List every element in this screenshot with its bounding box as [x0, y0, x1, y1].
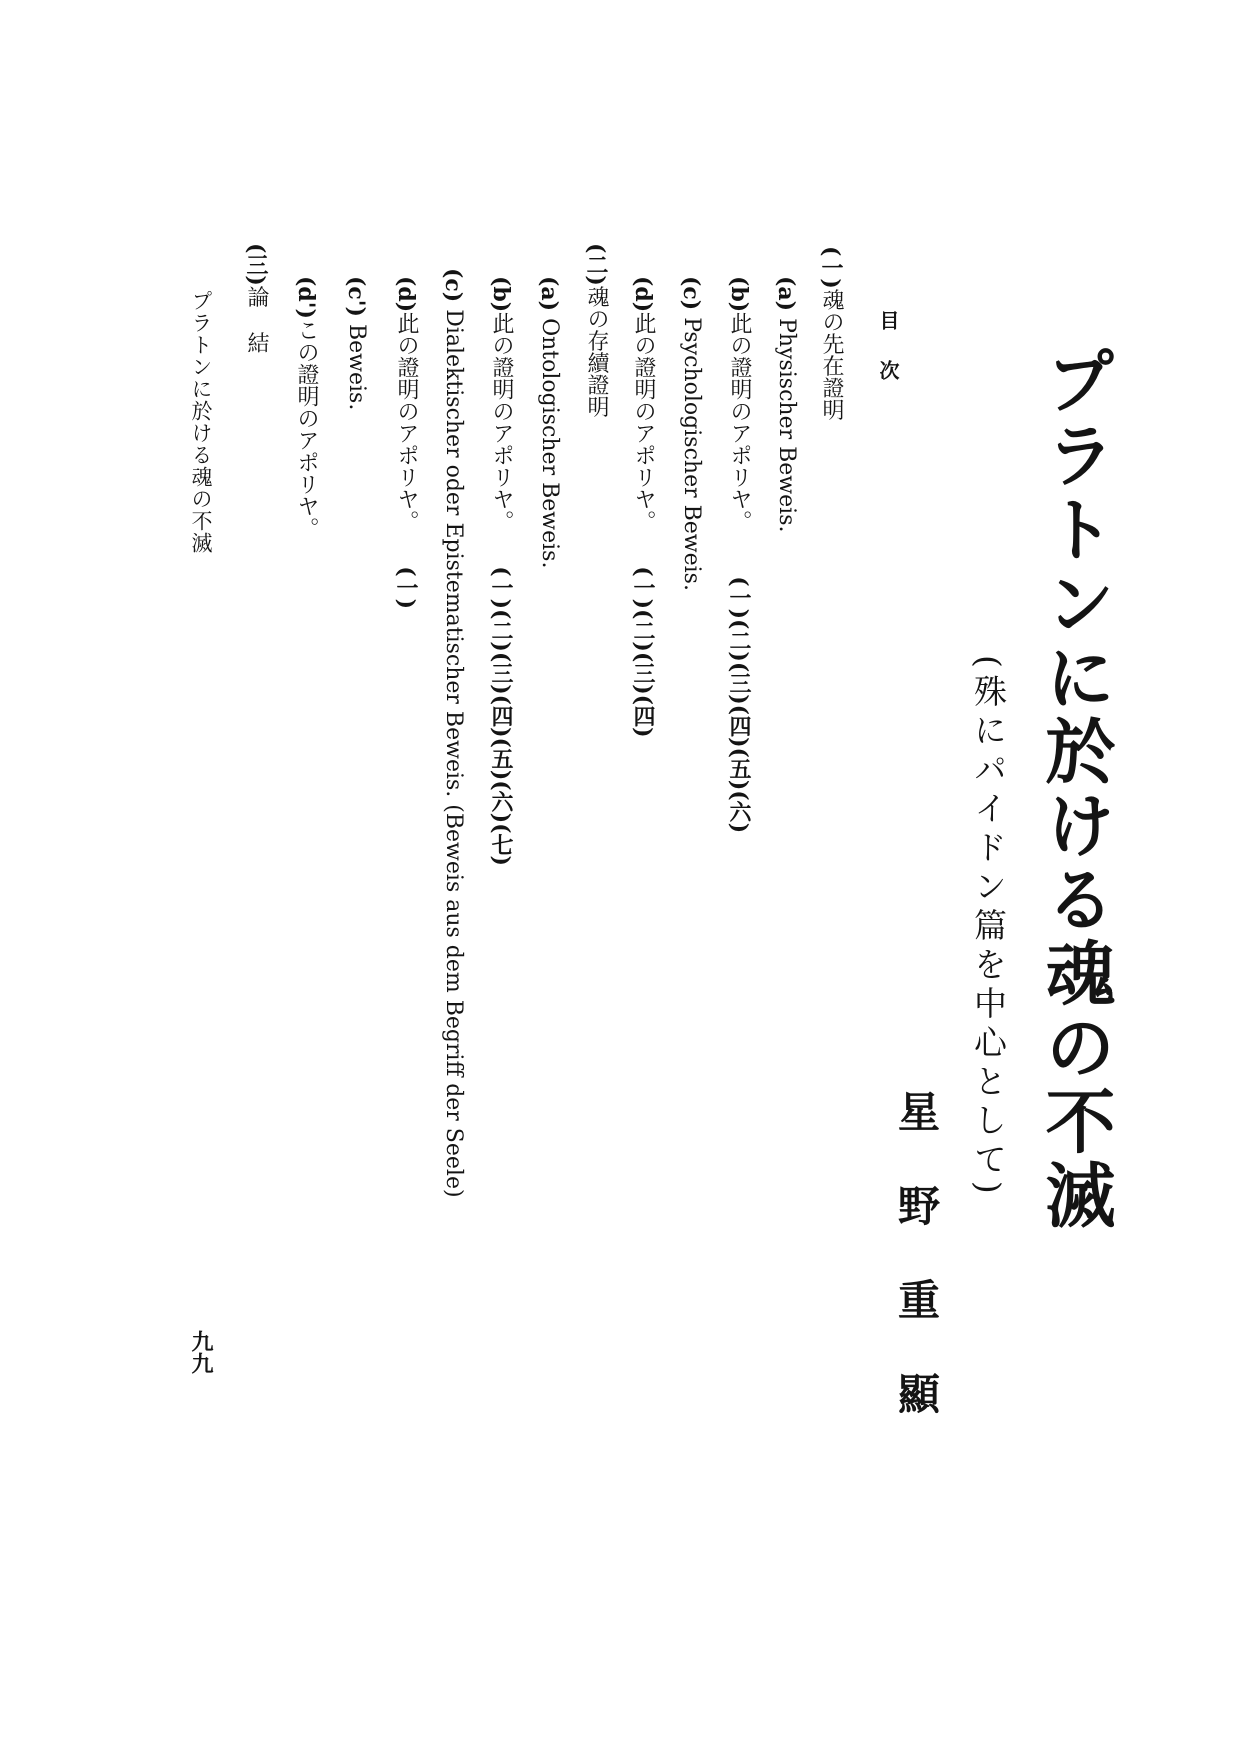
toc-marker: (二) — [583, 243, 609, 286]
page-number: 九九 — [188, 1330, 214, 1374]
toc-marker: (三) — [243, 243, 269, 286]
article-title: プラトンに於ける魂の不滅 — [1034, 345, 1117, 1233]
toc-text: Physischer Beweis. — [774, 318, 799, 533]
toc-text: 此の證明のアポリヤ。 — [489, 312, 514, 533]
toc-entry — [538, 276, 560, 568]
toc-heading: 目次 — [876, 310, 900, 410]
running-head: プラトンに於ける魂の不滅 — [189, 290, 213, 554]
toc-text: 此の證明のアポリヤ。 — [631, 312, 656, 533]
toc-entry — [775, 276, 797, 532]
toc-marker: (d') — [293, 276, 319, 319]
toc-marker: (a) — [536, 276, 562, 312]
toc-text: 此の證明のアポリヤ。 — [394, 312, 419, 533]
toc-text: この證明のアポリヤ。 — [294, 318, 319, 539]
toc-marker: (c) — [440, 268, 466, 303]
toc-entry — [442, 268, 464, 1198]
toc-marker: (d) — [393, 276, 419, 313]
toc-marker: (一) — [818, 246, 844, 289]
toc-text: 魂の存續證明 — [584, 285, 609, 418]
toc-refs: (一)(二)(三)(四)(五)(六)(七) — [488, 566, 514, 866]
toc-text: Ontologischer Beweis. — [537, 318, 562, 569]
toc-text: 論結 — [244, 285, 269, 378]
toc-refs: (一) — [393, 566, 419, 610]
toc-entry — [295, 276, 317, 539]
toc-refs: (一)(二)(三)(四) — [630, 566, 656, 738]
toc-text: 此の證明のアポリヤ。 — [727, 312, 752, 533]
author-name: 星野重顯 — [892, 1090, 941, 1466]
toc-entry — [395, 276, 417, 609]
toc-text: 魂の先在證明 — [819, 288, 844, 421]
toc-marker: (c) — [678, 276, 704, 311]
toc-entry — [245, 243, 267, 378]
toc-entry — [820, 246, 842, 421]
article-subtitle: (殊にパイドン篇を中心として) — [969, 655, 1008, 1200]
toc-entry — [490, 276, 512, 866]
toc-marker: (b) — [488, 276, 514, 313]
toc-text: Beweis. — [344, 323, 369, 411]
toc-marker: (b) — [726, 276, 752, 313]
toc-entry — [728, 276, 750, 833]
toc-marker: (d) — [630, 276, 656, 313]
toc-entry — [680, 276, 702, 591]
toc-text: Psychologischer Beweis. — [679, 317, 704, 591]
toc-entry — [585, 243, 607, 418]
toc-entry — [345, 276, 367, 410]
toc-marker: (c') — [343, 276, 369, 317]
toc-text: Dialektischer oder Epistematischer Beweis. (Beweis aus dem Begriff der Seele) — [441, 309, 466, 1198]
toc-marker: (a) — [773, 276, 799, 312]
toc-entry — [632, 276, 654, 737]
toc-refs: (一)(二)(三)(四)(五)(六) — [726, 576, 752, 834]
